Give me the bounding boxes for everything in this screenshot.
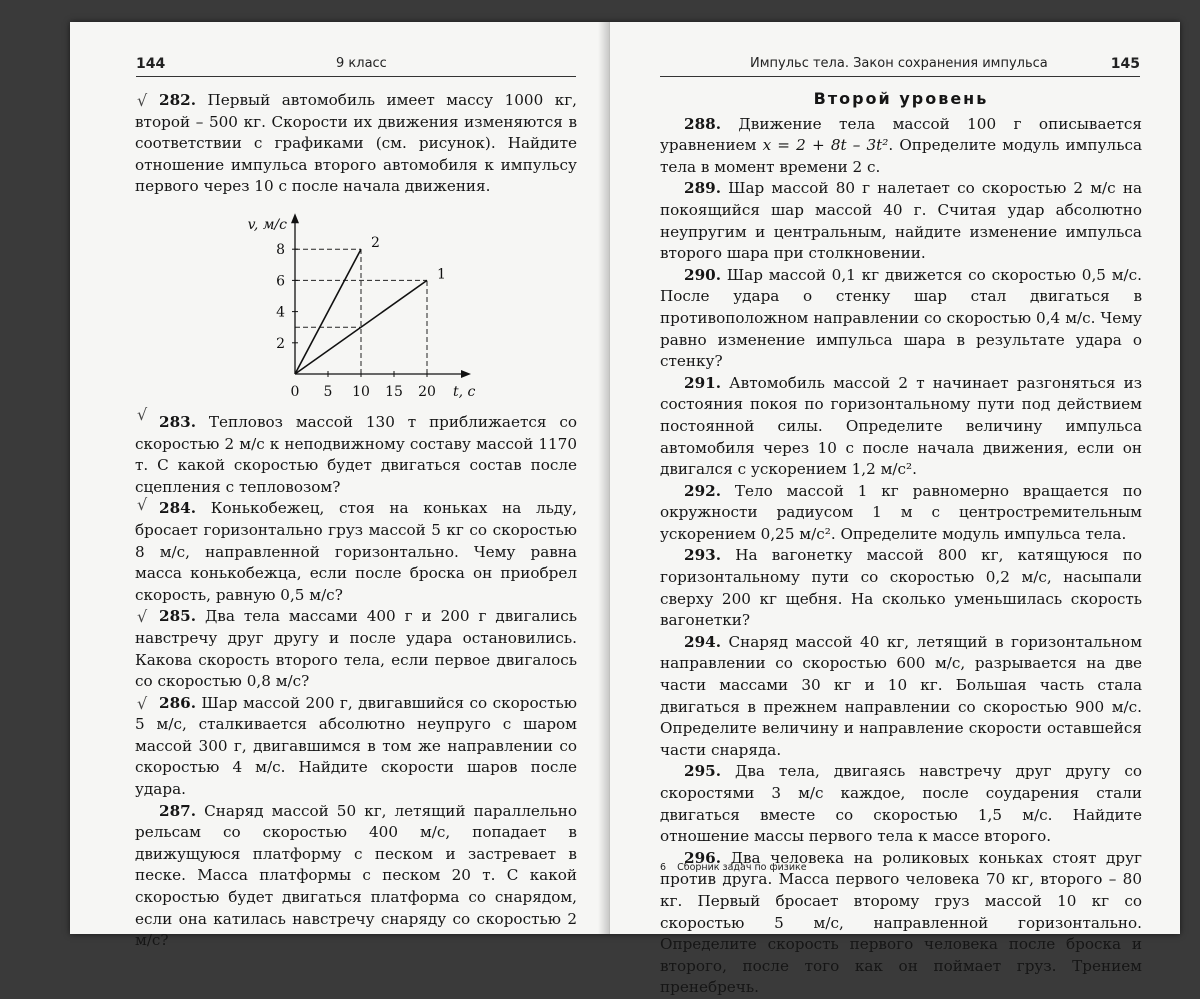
x-tick-label: 15 (385, 383, 403, 400)
problem-288 (660, 114, 1142, 179)
equation: x = 2 + 8t – 3t² (762, 136, 889, 155)
book-spread (70, 22, 1180, 997)
problem-number: 284. (159, 499, 196, 518)
problem-number: 291. (684, 373, 721, 392)
problem-text: Тело массой 1 кг равномерно вращается по окружности радиусом 1 м с центростремительным ускорением 0,25 м/с². Определите модуль импульса тела. (660, 481, 1142, 543)
problem-number: 282. (159, 91, 196, 109)
x-tick-label: 5 (323, 383, 333, 400)
problem-291 (660, 373, 1142, 481)
x-tick-label: 0 (290, 383, 300, 400)
y-tick-label: 8 (276, 242, 285, 259)
problem-282 (135, 90, 577, 198)
problem-292 (660, 481, 1142, 546)
problem-287 (135, 801, 577, 952)
left-page (70, 22, 610, 950)
problem-text: На вагонетку массой 800 кг, катящуюся по горизонтальному пути со скоростью 0,2 м/с, насыпали сверху 200 кг щебня. На сколько уменьшилась скорость вагонетки? (660, 546, 1143, 630)
handwritten-mark: √ (137, 693, 148, 713)
problem-283 (135, 404, 578, 498)
handwritten-mark: √ (137, 404, 148, 424)
problem-text: Два тела массами 400 г и 200 г двигались навстречу друг другу и после удара остановились. Какова скорость второго тела, если первое двигалось со скоростью 0,8 м/с? (135, 607, 578, 691)
problem-number: 287. (159, 801, 196, 820)
problem-number: 295. (684, 762, 721, 781)
footer-signature (660, 862, 807, 873)
problem-text: Автомобиль массой 2 т начинает разгоняться из состояния покоя по горизонтальному пути под действием постоянной силы. Определите величину импульса автомобиля через 10 с после начала движения, если он двигался с ускорением 1,2 м/с². (660, 373, 1143, 479)
problem-number: 296. (684, 848, 721, 867)
problem-number: 293. (684, 546, 721, 565)
y-tick-label: 2 (276, 335, 285, 352)
right-page-header (660, 56, 1140, 77)
problem-290 (660, 265, 1142, 373)
y-axis-arrow (291, 213, 299, 223)
right-page-number: 145 (1110, 56, 1140, 72)
problem-text: Снаряд массой 50 кг, летящий параллельно рельсам со скоростью 400 м/с, попадает в движущуюся платформу с песком и застревает в песке. Масса платформы с песком 20 т. С какой скоростью будет двигаться платформа со снарядом, если она катилась навстречу снаряду со скоростью 2 м/с? (135, 801, 578, 950)
problem-text: Движение тела массой 100 г описывается уравнением (660, 114, 1142, 155)
problem-text: Снаряд массой 40 кг, летящий в горизонтальном направлении со скоростью 600 м/с, разрывается на две части массами 30 кг и 10 кг. Большая часть стала двигаться в прежнем направлении со скоростью 900 м/с. Определите величину и направление скорости оставшейся части снаряда. (660, 632, 1143, 759)
right-header-title: Импульс тела. Закон сохранения импульса (750, 56, 1048, 71)
handwritten-mark: √ (137, 495, 148, 515)
footer-number: 6 (660, 862, 667, 873)
handwritten-mark: √ (137, 607, 148, 627)
problem-293 (660, 545, 1142, 631)
problem-number: 283. (159, 412, 196, 431)
x-tick-label: 20 (418, 383, 436, 400)
problem-text: Конькобежец, стоя на коньках на льду, бросает горизонтально груз массой 5 кг со скоростью 8 м/с, направленной горизонтально. Чему равна масса конькобежца, если после броска он приобрел скорость, равную 0,5 м/с? (135, 499, 578, 604)
y-tick-label: 4 (276, 304, 285, 321)
problem-295 (660, 761, 1142, 847)
problem-number: 286. (159, 693, 196, 712)
y-axis-label: v, м/с (247, 217, 287, 234)
y-tick-label: 6 (276, 273, 285, 290)
problem-text: Два тела, двигаясь навстречу друг другу со скоростями 3 м/с каждое, после соударения стали двигаться вместе со скоростью 1,5 м/с. Найдите отношение массы первого тела к массе второго. (660, 762, 1142, 846)
problem-text: Тепловоз массой 130 т приближается со скоростью 2 м/с к неподвижному составу массой 1170 т. С какой скоростью будет двигаться состав после сцепления с тепловозом? (135, 412, 578, 496)
left-page-text (135, 90, 577, 952)
series-label-1: 1 (437, 266, 446, 283)
velocity-chart (135, 198, 577, 412)
handwritten-mark: √ (137, 91, 148, 110)
problem-284 (135, 495, 578, 606)
velocity-time-graph (135, 198, 577, 412)
problem-289 (660, 178, 1142, 264)
series-label-2: 2 (371, 235, 380, 252)
problem-number: 288. (684, 114, 721, 133)
left-header-title: 9 класс (336, 56, 387, 71)
problem-text: Шар массой 0,1 кг движется со скоростью 0,5 м/с. После удара о стенку шар стал двигаться в противоположном направлении со скоростью 0,4 м/с. Чему равно изменение импульса шара в результате удара о стенку? (660, 265, 1142, 371)
right-page (610, 22, 1180, 997)
problem-285 (135, 606, 577, 692)
x-axis-label: t, с (453, 383, 476, 400)
section-title: Второй уровень (813, 89, 989, 108)
problem-286 (135, 693, 577, 801)
x-axis-arrow (461, 370, 471, 378)
problem-number: 292. (684, 481, 721, 500)
problem-text: Два человека на роликовых коньках стоят друг против друга. Масса первого человека 70 кг, второго – 80 кг. Первый бросает второму груз массой 10 кг со скоростью 5 м/с, направленной горизонтально. Определите скорость первого человека после броска и второго, после того как он поймает груз. Трением пренебречь. (660, 848, 1142, 997)
footer-text: Сборник задач по физике (677, 862, 807, 873)
x-tick-label: 10 (352, 383, 370, 400)
left-page-number: 144 (136, 56, 166, 72)
problem-text: Шар массой 80 г налетает со скоростью 2 м/с на покоящийся шар массой 40 г. Считая удар абсолютно неупругим и центральным, найдите изменение импульса второго шара при столкновении. (660, 179, 1143, 263)
left-page-header (136, 56, 576, 77)
problem-text: Первый автомобиль имеет массу 1000 кг, второй – 500 кг. Скорости их движения изменяются в соответствии с графиками (см. рисунок). Найдите отношение импульса второго автомобиля к импульсу первого через 10 с после начала движения. (135, 91, 578, 196)
problem-number: 290. (684, 265, 721, 284)
problem-text: . Определите модуль импульса тела в момент времени 2 с. (660, 136, 1143, 176)
problem-number: 289. (684, 179, 721, 198)
problem-text: Шар массой 200 г, двигавшийся со скоростью 5 м/с, сталкивается абсолютно неупруго с шаром массой 300 г, двигавшимся в том же направлении со скоростью 4 м/с. Найдите скорости шаров после удара. (135, 693, 578, 799)
series-line-2 (295, 249, 361, 374)
problem-294 (660, 632, 1142, 762)
problem-number: 285. (159, 607, 196, 626)
problem-number: 294. (684, 632, 721, 651)
